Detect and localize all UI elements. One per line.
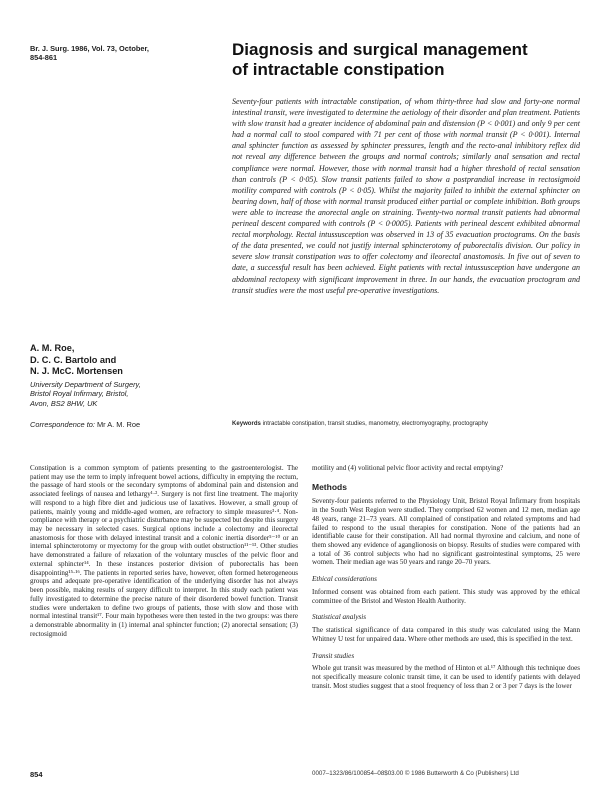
ethics-heading: Ethical considerations [312, 575, 377, 584]
correspondence-name: Mr A. M. Roe [94, 420, 141, 429]
author-name: N. J. McC. Mortensen [30, 366, 123, 376]
correspondence-label: Correspondence to: [30, 420, 95, 429]
page-number: 854 [30, 770, 43, 779]
article-title: Diagnosis and surgical management of intractable constipation [232, 40, 528, 79]
author-affiliation: University Department of Surgery, Bristol Royal Infirmary, Bristol, Avon, BS2 8HW, UK [30, 380, 141, 408]
journal-reference: Br. J. Surg. 1986, Vol. 73, October, 854-861 [30, 44, 149, 62]
keywords-text: intractable constipation, transit studies, manometry, electromyography, proctography [260, 421, 488, 427]
keywords-label: Keywords [232, 421, 261, 427]
correspondence-line [30, 420, 220, 429]
transit-heading: Transit studies [312, 651, 355, 660]
body-column-right [312, 464, 580, 690]
author-list [30, 343, 220, 378]
copyright-line: 0007–1323/86/100854–08$03.00 © 1986 Butterworth & Co (Publishers) Ltd [312, 770, 519, 777]
abstract: Seventy-four patients with intractable constipation, of whom thirty-three had slow and forty-one normal intestinal transit, were investigated to determine the aetiology of their disorder and plan treatment. Patients with slow transit had a greater incidence of abdominal pain and distension (P < 0·001) and only 9 per cent had a normal call to stool compared with 71 per cent of those with normal transit (P < 0·001). Internal anal sphincter function as assessed by sphincter pressures, length and the recto-anal inhibitory reflex did not reveal any difference between the groups and normal controls; similarly anal sensation and rectal compliance were normal. However, those with normal transit had a higher threshold of rectal sensation than controls (P < 0·05). Slow transit patients failed to show a postprandial increase in rectosigmoid motility compared with controls (P < 0·05). Whilst the majority failed to inhibit the external sphincter on bearing down, half of those with normal transit produced either partial or complete inhibition. Both groups were able to increase the anorectal angle on straining. Twenty-two normal transit patients had abnormal perineal descent compared with controls (P < 0·0005). Patients with perineal descent exhibited abnormal rectal morphology. Rectal intussusception was observed in 13 of 35 evacuation proctograms. On the basis of the data presented, we could not justify internal sphincterotomy of puborectalis division. Our policy in severe slow transit constipation was to offer colectomy and ileorectal anastomosis. In five out of seven to date, a successful result has been achieved. Eight patients with rectal intussusception have undergone an abdominal rectopexy with significant improvement in three. In our hands, the evacuation proctogram and transit studies were the most useful pre-operative investigations. [232, 97, 580, 295]
statistics-heading: Statistical analysis [312, 613, 367, 622]
introduction-continuation: motility and (4) volitional pelvic floor activity and rectal emptying? [312, 464, 504, 472]
transit-paragraph: Whole gut transit was measured by the method of Hinton et al.¹⁷ Although this technique does not specifically measure colonic transit time, it can be used to identify patients with delayed transit. Most studies suggest that a stool frequency of less than 2 or 3 per 7 days is the lower [312, 664, 580, 690]
introduction-paragraph: Constipation is a common symptom of patients presenting to the gastroenterologist. The patient may use the term to imply infrequent bowel actions, difficulty in emptying the rectum, the passage of hard stools or the secondary symptoms of abdominal pain and distension and associated feelings of nausea and lethargy¹·². Surgery is not first line treatment. The majority will respond to a high fibre diet and judicious use of laxatives. However, a small group of patients, mainly young and middle-aged women, are refractory to simple measures³·⁴. Non-compliance with therapy or a psychiatric disturbance may be suspected but despite this surgery may be necessary in selected cases. Surgical options include a colectomy and ileorectal anastomosis for those with delayed intestinal transit and a colonic inertia disorder⁵⁻¹⁰ or an internal sphincterotomy or myectomy for the group with outlet obstruction¹¹⁻¹³. Other studies have demonstrated a failure of relaxation of the voluntary muscles of the pelvic floor and external sphincter¹⁴. In these instances posterior division of puborectalis has been disappointing¹⁵·¹⁶. The patients in reported series have, however, often formed heterogeneous groups and adequate pre-operative identification of the underlying disorder has not always been possible, making results of surgery difficult to interpret. In this study each patient was fully investigated to determine the precise nature of their disordered bowel function. Transit studies were undertaken to define two groups of patients, those with slow and those with normal intestinal transit¹⁷. Four main hypotheses were then tested in the two groups: was there a demonstrable abnormality in (1) internal anal sphincter function; (2) anorectal sensation; (3) rectosigmoid [30, 464, 298, 638]
author-name: D. C. C. Bartolo and [30, 354, 117, 365]
keywords-line [232, 420, 582, 428]
statistics-paragraph: The statistical significance of data compared in this study was calculated using the Mann Whitney U test for unpaired data. Where other methods are used, this is specified in the text. [312, 626, 580, 643]
author-name: A. M. Roe, [30, 343, 75, 353]
ethics-paragraph: Informed consent was obtained from each patient. This study was approved by the ethical committee of the Bristol and Weston Health Authority. [312, 587, 580, 605]
methods-heading: Methods [312, 481, 347, 492]
methods-paragraph: Seventy-four patients referred to the Physiology Unit, Bristol Royal Infirmary from hospitals in the South West Region were studied. They comprised 62 women and 12 men, median age 48 years, range 21–73 years. All complained of constipation and related symptoms and had failed to respond to the usual therapies for constipation. None of the patients had an identifiable cause for their constipation. All had normal thyroxine and calcium, and none of them showed any evidence of aganglionosis on biopsy. Results of studies were compared with a total of 36 control subjects who had no significant gastrointestinal symptoms, 25 were women. Their median age was 50 years and range 20–70 years. [312, 497, 580, 567]
body-column-left [30, 464, 298, 638]
